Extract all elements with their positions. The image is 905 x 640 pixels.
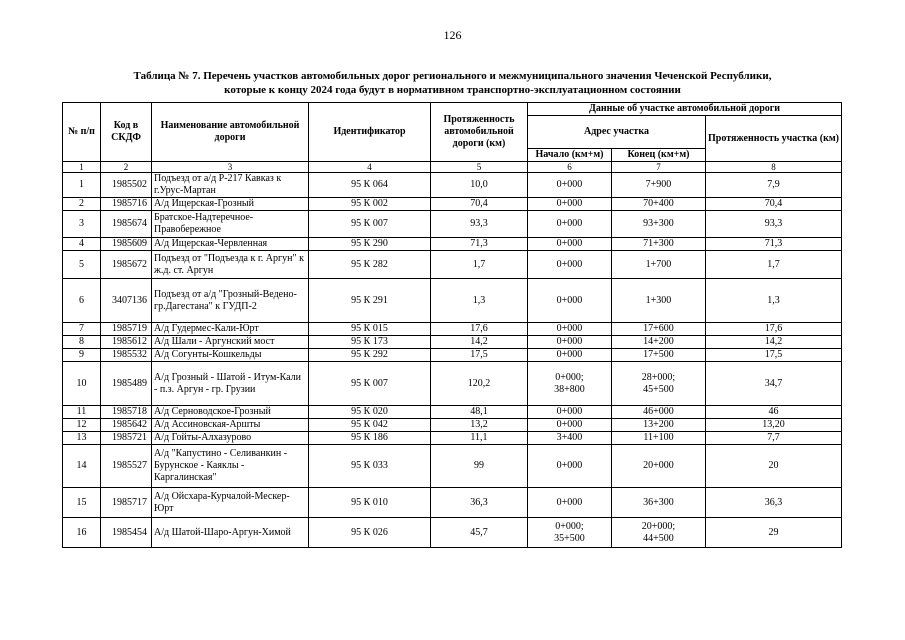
header-end: Конец (км+м): [612, 149, 706, 162]
skdf-code-cell: 1985609: [101, 238, 152, 251]
section-end-cell: [612, 419, 706, 432]
row-number-cell: 3: [63, 211, 101, 238]
identifier-cell: 95 К 282: [309, 251, 431, 279]
section-start-cell: [528, 251, 612, 279]
section-start-cell: [528, 198, 612, 211]
road-name-cell: А/д Ассиновская-Аршты: [152, 419, 309, 432]
road-name-cell: Братское-Надтеречное-Правобережное: [152, 211, 309, 238]
section-length-cell: 36,3: [706, 488, 842, 518]
section-start-cell: [528, 362, 612, 406]
section-end-cell: [612, 323, 706, 336]
road-name-cell: А/д Ищерская-Червленная: [152, 238, 309, 251]
column-number: 6: [528, 162, 612, 173]
section-start-cell: [528, 488, 612, 518]
identifier-cell: 95 К 002: [309, 198, 431, 211]
section-start-value: 0+000: [556, 258, 583, 270]
column-number: 4: [309, 162, 431, 173]
section-end-cell: [612, 279, 706, 323]
identifier-cell: 95 К 186: [309, 432, 431, 445]
road-name-cell: А/д Гудермес-Кали-Юрт: [152, 323, 309, 336]
table-row: [63, 432, 842, 445]
identifier-cell: 95 К 007: [309, 211, 431, 238]
section-length-cell: 20: [706, 445, 842, 488]
section-start-value: 0+000: [556, 179, 583, 190]
section-length-cell: 17,5: [706, 349, 842, 362]
header-code: Код в СКДФ: [101, 103, 152, 162]
page-number: 126: [443, 28, 462, 42]
road-name-cell: Подъезд от а/д Р-217 Кавказ к г.Урус-Мартан: [152, 173, 309, 198]
section-length-cell: 17,6: [706, 323, 842, 336]
identifier-cell: 95 К 033: [309, 445, 431, 488]
road-name-cell: А/д Гойты-Алхазурово: [152, 432, 309, 445]
identifier-cell: 95 К 291: [309, 279, 431, 323]
skdf-code-cell: 1985718: [101, 406, 152, 419]
column-number: 7: [612, 162, 706, 173]
row-number-cell: 1: [63, 173, 101, 198]
table-row: [63, 211, 842, 238]
header-name: Наименование автомобильной дороги: [152, 103, 309, 162]
section-end-value: 44+500: [643, 532, 674, 544]
row-number-cell: 2: [63, 198, 101, 211]
table-row: [63, 251, 842, 279]
row-number-cell: 8: [63, 336, 101, 349]
header-start: Начало (км+м): [528, 149, 612, 162]
section-end-cell: [612, 238, 706, 251]
skdf-code-cell: 1985674: [101, 211, 152, 238]
section-end-value: 20+000: [643, 460, 674, 471]
section-start-cell: [528, 238, 612, 251]
road-name-cell: А/д "Капустино - Селиванкин - Бурунское - Каяклы - Каргалинская": [152, 445, 309, 488]
identifier-cell: 95 К 010: [309, 488, 431, 518]
section-length-cell: 7,7: [706, 432, 842, 445]
section-start-cell: [528, 336, 612, 349]
table-row: [63, 518, 842, 548]
section-end-value: 46+000: [643, 406, 674, 417]
section-start-value: 0+000: [556, 419, 583, 430]
column-number: 8: [706, 162, 842, 173]
table-title-line-1: Таблица № 7. Перечень участков автомобильных дорог регионального и межмуниципального значения Чеченской Республики,: [133, 70, 772, 82]
section-start-value: 0+000: [556, 336, 583, 347]
road-name-cell: А/д Грозный - Шатой - Итум-Кали - п.з. Аргун - гр. Грузии: [152, 362, 309, 406]
section-end-cell: [612, 432, 706, 445]
row-number-cell: 5: [63, 251, 101, 279]
table-title-line-2: которые к концу 2024 года будут в нормативном транспортно-эксплуатационном состоянии: [224, 84, 681, 96]
section-start-value: 3+400: [556, 432, 583, 443]
column-number: 3: [152, 162, 309, 173]
section-start-cell: [528, 432, 612, 445]
skdf-code-cell: 1985672: [101, 251, 152, 279]
section-start-cell: [528, 406, 612, 419]
section-start-value: 0+000: [556, 323, 583, 334]
section-length-cell: 13,20: [706, 419, 842, 432]
section-end-cell: [612, 198, 706, 211]
skdf-code-cell: 1985489: [101, 362, 152, 406]
section-start-value: 0+000: [556, 460, 583, 471]
section-end-cell: [612, 445, 706, 488]
road-length-cell: 45,7: [431, 518, 528, 548]
header-identifier: Идентификатор: [309, 103, 431, 162]
section-end-value: 17+500: [643, 349, 674, 360]
table-title: [60, 69, 845, 97]
section-start-cell: [528, 445, 612, 488]
section-end-cell: [612, 349, 706, 362]
section-start-cell: [528, 349, 612, 362]
section-end-value: 13+200: [643, 419, 674, 430]
road-length-cell: 17,6: [431, 323, 528, 336]
section-end-value: 20+000;: [641, 520, 676, 532]
identifier-cell: 95 К 007: [309, 362, 431, 406]
section-start-value: 35+500: [554, 532, 585, 544]
section-end-value: 1+300: [645, 294, 672, 306]
table-row: [63, 488, 842, 518]
section-start-cell: [528, 211, 612, 238]
section-end-cell: [612, 362, 706, 406]
table-row: [63, 445, 842, 488]
table-row: [63, 362, 842, 406]
skdf-code-cell: 1985532: [101, 349, 152, 362]
identifier-cell: 95 К 292: [309, 349, 431, 362]
row-number-cell: 7: [63, 323, 101, 336]
road-length-cell: 13,2: [431, 419, 528, 432]
table-row: [63, 406, 842, 419]
road-length-cell: 17,5: [431, 349, 528, 362]
section-start-value: 0+000: [556, 218, 583, 229]
section-end-cell: [612, 251, 706, 279]
road-name-cell: Подъезд от "Подъезда к г. Аргун" к ж.д. ст. Аргун: [152, 251, 309, 279]
row-number-cell: 16: [63, 518, 101, 548]
section-end-cell: [612, 173, 706, 198]
column-number: 1: [63, 162, 101, 173]
row-number-cell: 15: [63, 488, 101, 518]
section-end-value: 70+400: [643, 198, 674, 209]
skdf-code-cell: 1985502: [101, 173, 152, 198]
road-name-cell: А/д Шатой-Шаро-Аргун-Химой: [152, 518, 309, 548]
section-length-cell: 70,4: [706, 198, 842, 211]
section-length-cell: 1,7: [706, 251, 842, 279]
header-section-data: Данные об участке автомобильной дороги: [528, 103, 842, 116]
column-number-row: [63, 162, 842, 173]
section-start-value: 0+000: [556, 238, 583, 249]
section-start-cell: [528, 518, 612, 548]
table-row: [63, 198, 842, 211]
header-num: № п/п: [63, 103, 101, 162]
table-row: [63, 419, 842, 432]
skdf-code-cell: 1985721: [101, 432, 152, 445]
table-row: [63, 279, 842, 323]
section-start-cell: [528, 279, 612, 323]
section-length-cell: 34,7: [706, 362, 842, 406]
road-length-cell: 48,1: [431, 406, 528, 419]
road-length-cell: 11,1: [431, 432, 528, 445]
section-end-value: 93+300: [643, 218, 674, 229]
row-number-cell: 4: [63, 238, 101, 251]
table-row: [63, 173, 842, 198]
road-name-cell: А/д Шали - Аргунский мост: [152, 336, 309, 349]
section-end-value: 11+100: [643, 432, 674, 443]
identifier-cell: 95 К 042: [309, 419, 431, 432]
table-row: [63, 238, 842, 251]
section-start-value: 0+000: [556, 198, 583, 209]
section-end-value: 7+900: [645, 179, 672, 190]
section-start-value: 0+000;: [555, 371, 584, 383]
section-end-cell: [612, 488, 706, 518]
section-length-cell: 71,3: [706, 238, 842, 251]
roads-table: [62, 102, 842, 548]
section-start-value: 38+800: [554, 383, 585, 395]
identifier-cell: 95 К 173: [309, 336, 431, 349]
row-number-cell: 12: [63, 419, 101, 432]
row-number-cell: 10: [63, 362, 101, 406]
identifier-cell: 95 К 290: [309, 238, 431, 251]
row-number-cell: 14: [63, 445, 101, 488]
road-length-cell: 36,3: [431, 488, 528, 518]
section-end-value: 28+000;: [641, 371, 676, 383]
section-start-value: 0+000: [556, 406, 583, 417]
section-end-cell: [612, 211, 706, 238]
header-address: Адрес участка: [528, 116, 706, 149]
section-start-value: 0+000: [556, 496, 583, 508]
row-number-cell: 13: [63, 432, 101, 445]
section-end-cell: [612, 518, 706, 548]
section-length-cell: 7,9: [706, 173, 842, 198]
section-start-value: 0+000;: [555, 520, 584, 532]
skdf-code-cell: 1985527: [101, 445, 152, 488]
table-row: [63, 336, 842, 349]
table-row: [63, 323, 842, 336]
skdf-code-cell: 1985612: [101, 336, 152, 349]
section-end-value: 1+700: [645, 258, 672, 270]
road-length-cell: 70,4: [431, 198, 528, 211]
road-length-cell: 120,2: [431, 362, 528, 406]
row-number-cell: 11: [63, 406, 101, 419]
column-number: 5: [431, 162, 528, 173]
section-end-cell: [612, 336, 706, 349]
identifier-cell: 95 К 015: [309, 323, 431, 336]
road-name-cell: А/д Ойсхара-Курчалой-Мескер-Юрт: [152, 488, 309, 518]
section-end-value: 71+300: [643, 238, 674, 249]
skdf-code-cell: 3407136: [101, 279, 152, 323]
skdf-code-cell: 1985716: [101, 198, 152, 211]
road-length-cell: 93,3: [431, 211, 528, 238]
section-end-cell: [612, 406, 706, 419]
road-length-cell: 99: [431, 445, 528, 488]
section-end-value: 36+300: [643, 496, 674, 508]
road-length-cell: 1,3: [431, 279, 528, 323]
section-start-cell: [528, 323, 612, 336]
section-length-cell: 14,2: [706, 336, 842, 349]
row-number-cell: 9: [63, 349, 101, 362]
road-length-cell: 71,3: [431, 238, 528, 251]
table-body: [63, 162, 842, 548]
road-length-cell: 1,7: [431, 251, 528, 279]
header-section-length: Протяженность участка (км): [706, 116, 842, 162]
skdf-code-cell: 1985717: [101, 488, 152, 518]
section-start-value: 0+000: [556, 349, 583, 360]
skdf-code-cell: 1985454: [101, 518, 152, 548]
identifier-cell: 95 К 026: [309, 518, 431, 548]
identifier-cell: 95 К 020: [309, 406, 431, 419]
header-road-length: Протяженность автомобильной дороги (км): [431, 103, 528, 162]
section-start-cell: [528, 419, 612, 432]
skdf-code-cell: 1985642: [101, 419, 152, 432]
section-length-cell: 46: [706, 406, 842, 419]
road-length-cell: 10,0: [431, 173, 528, 198]
table-row: [63, 349, 842, 362]
road-name-cell: А/д Серноводское-Грозный: [152, 406, 309, 419]
skdf-code-cell: 1985719: [101, 323, 152, 336]
road-length-cell: 14,2: [431, 336, 528, 349]
section-end-value: 45+500: [643, 383, 674, 395]
section-length-cell: 93,3: [706, 211, 842, 238]
section-length-cell: 29: [706, 518, 842, 548]
row-number-cell: 6: [63, 279, 101, 323]
section-length-cell: 1,3: [706, 279, 842, 323]
road-name-cell: А/д Ищерская-Грозный: [152, 198, 309, 211]
section-end-value: 14+200: [643, 336, 674, 347]
section-start-value: 0+000: [556, 294, 583, 306]
section-end-value: 17+600: [643, 323, 674, 334]
road-name-cell: А/д Согунты-Кошкельды: [152, 349, 309, 362]
road-name-cell: Подъезд от а/д "Грозный-Ведено-гр.Дагестана" к ГУДП-2: [152, 279, 309, 323]
section-start-cell: [528, 173, 612, 198]
identifier-cell: 95 К 064: [309, 173, 431, 198]
column-number: 2: [101, 162, 152, 173]
